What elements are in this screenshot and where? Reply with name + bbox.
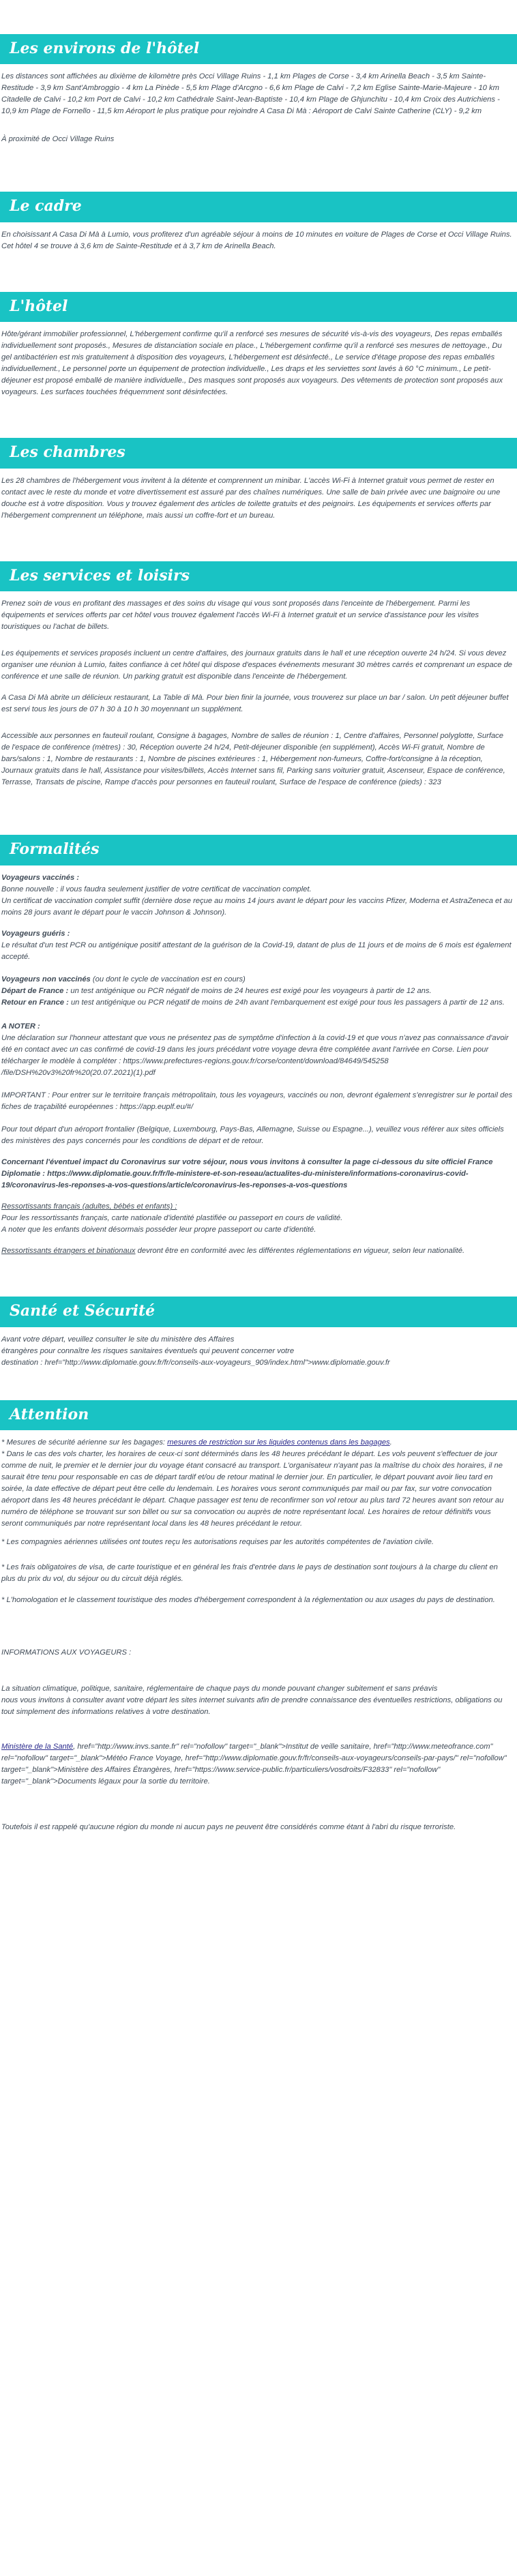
attention-terrorisme: Toutefois il est rappelé qu'aucune région du monde ni aucun pays ne peuvent être considérés comme étant à l'abri du risque terroriste. <box>1 1823 456 1832</box>
attention-info-l2: nous vous invitons à consulter avant votre départ les sites internet suivants afin de prendre connaissance des éventuelles restrictions, obligations ou tout simplement des informations relatives à votre destination. <box>1 1696 503 1717</box>
section-chambres <box>0 469 517 537</box>
depart-text: un test antigénique ou PCR négatif de moins de 24 heures est exigé pour les voyageurs à partir de 12 ans. <box>68 986 432 995</box>
formalites-anoter-heading <box>1 1021 513 1033</box>
services-p2: Les équipements et services proposés incluent un centre d'affaires, des journaux gratuits dans le hall et une réception ouverte 24 h/24. Si vous devez organiser une réunion à Lumio, faites confiance à cet hôtel qui dispose d'espaces événements mesurant 30 mètres carrés et comprenant un espace de conférence et une salle de réunion. Un parking gratuit est disponible dans l'enceinte de l'hébergement. <box>1 649 513 681</box>
chambres-text: Les 28 chambres de l'hébergement vous invitent à la détente et comprennent un minibar. L'accès Wi-Fi à Internet gratuit vous permet de rester en contact avec le reste du monde et votre divertissement est assuré par des chaînes numériques. Une salle de bain privée avec une baignoire ou une douche est à votre disposition. Vous y trouvez également des articles de toilette gratuits et des peignoirs. Les équipements et services offerts par l'hébergement comprennent un téléphone, mais aussi un coffre-fort et un bureau. <box>1 476 501 520</box>
section-cadre <box>0 222 517 267</box>
environs-proximite: À proximité de Occi Village Ruins <box>1 135 115 144</box>
attention-liens <box>1 1741 513 1788</box>
formalites-resfr-heading <box>1 1201 513 1213</box>
section-title-services: Les services et loisirs <box>0 561 517 591</box>
section-services <box>0 591 517 803</box>
formalites-important: IMPORTANT : Pour entrer sur le territoire français métropolitain, tous les voyageurs, vaccinés ou non, devront également s'enregistrer sur le portail des fiches de traçabilité européennes : https://app.euplf.eu/#/ <box>1 1091 513 1112</box>
sante-l2: étrangères pour connaître les risques sanitaires éventuels qui peuvent concerner votre <box>1 1346 295 1355</box>
bagages-end: . <box>389 1438 392 1447</box>
sante-l3: destination : href="http://www.diplomatie.gouv.fr/fr/conseils-aux-voyageurs_909/index.html">www.diplomatie.gouv.fr <box>1 1358 390 1367</box>
retour-text: un test antigénique ou PCR négatif de moins de 24h avant l'embarquement est exigé pour tous les passagers à partir de 12 ans. <box>68 998 505 1007</box>
services-p3: A Casa Di Mà abrite un délicieux restaurant, La Table di Mà. Pour bien finir la journée, vous trouverez sur place un bar / salon. Un petit déjeuner buffet est servi tous les jours de 07 h 30 à 10 h 30 moyennant un supplément. <box>1 694 509 714</box>
formalites-depart <box>1 986 513 997</box>
attention-info-l1: La situation climatique, politique, sanitaire, réglementaire de chaque pays du monde pouvant changer subitement et sans préavis <box>1 1685 438 1693</box>
formalites-resfr-l1: Pour les ressortissants français, carte nationale d'identité plastifiée ou passeport en cours de validité. <box>1 1214 343 1223</box>
attention-homologation: * L'homologation et le classement touristique des modes d'hébergement correspondent à la réglementation ou aux usages du pays de destination. <box>1 1596 495 1605</box>
section-title-sante: Santé et Sécurité <box>0 1297 517 1327</box>
formalites-vaccines-l1: Bonne nouvelle : il vous faudra seulement justifier de votre certificat de vaccination complet. <box>1 885 312 893</box>
formalites-vaccines-l2: Un certificat de vaccination complet suffit (dernière dose reçue au moins 14 jours avant le départ pour les vaccins Pfizer, Moderna et AstraZeneca et au moins 28 jours avant le départ pour le vaccin Johnson & Johnson). <box>1 896 512 917</box>
services-p1: Prenez soin de vous en profitant des massages et des soins du visage qui vous sont proposés dans l'enceinte de l'hébergement. Parmi les équipements et services offerts par cet hôtel vous trouvez également l'accès Wi-Fi à Internet gratuit et un service d'assistance pour les visites touristiques ou l'achat de billets. <box>1 599 479 632</box>
bagages-text: * Mesures de sécurité aérienne sur les bagages: <box>1 1438 168 1447</box>
formalites-concernant: Concernant l'éventuel impact du Coronavirus sur votre séjour, nous vous invitons à consulter la page ci-dessous du site officiel France Diplomatie : https://www.diplomatie.gouv.fr/fr/le-ministere-et-son-reseau/actualites-du-ministere/informations-coronavirus-covid-19/coronavirus-les-reponses-a-vos-questions/article/coronavirus-les-reponses-a-vos-questions <box>1 1158 493 1190</box>
attention-charter: * Dans le cas des vols charter, les horaires de ceux-ci sont déterminés dans les 48 heures précédant le départ. Les vols peuvent s'effectuer de jour comme de nuit, le premier et le dernier jour du voyage étant consacré au transport. L'organisateur n'ayant pas la maîtrise du choix des horaires, il ne saurait être tenu pour responsable en cas de départ tardif et/ou de retour matinal le dernier jour. En particulier, le départ pouvant avoir lieu tard en soirée, la date effective de départ peut être celle du lendemain. Les horaires vous seront communiqués par mail ou par fax, sur votre convocation aéroport dans les 48 heures précédant le départ. Chaque passager est tenu de reconfirmer son vol retour au plus tard 72 heures avant son retour au numéro de téléphone se trouvant sur son billet ou sur sa convocation ou auprès de notre représentant local. Les horaires de retour définitifs vous seront communiqués par notre représentant local dans les 48 heures précédant le retour. <box>1 1450 504 1528</box>
liens-text: , href="http://www.invs.sante.fr" rel="nofollow" target="_blank">Institut de veille sanitaire, href="http://www.meteofrance.com" rel="nofollow" target="_blank">Météo France Voyage, href="http://www.diplomatie.gouv.fr/fr/conseils-aux-voyageurs/conseils-par-pays/" rel="nofollow" target="_blank">Ministère des Affaires Étrangères, href="https://www.service-public.fr/particuliers/vosdroits/F32833" rel="nofollow" target="_blank">Documents légaux pour la sortie du territoire. <box>1 1743 507 1786</box>
environs-distances: Les distances sont affichées au dixième de kilomètre près Occi Village Ruins - 1,1 km Plages de Corse - 3,4 km Arinella Beach - 3,5 km Sainte-Restitude - 3,9 km Sant'Ambroggio - 4 km La Pinède - 5,5 km Plage d'Arcgno - 6,6 km Plage de Calvi - 7,2 km Eglise Sainte-Marie-Majeure - 10 km Citadelle de Calvi - 10,2 km Port de Calvi - 10,2 km Cathédrale Saint-Jean-Baptiste - 10,4 km Plage de Ghjunchitu - 10,4 km Croix des Autrichiens - 10,9 km Plage de Fornello - 11,5 km Aéroport le plus pratique pour rejoindre A Casa Di Mà : Aéroport de Calvi Sainte Catherine (CLY) - 9,2 km <box>1 72 500 116</box>
resetr-heading-text: Ressortissants étrangers et binationaux <box>1 1247 136 1256</box>
anoter-heading-text: A NOTER : <box>1 1022 40 1031</box>
gueris-heading-text: Voyageurs guéris : <box>1 929 70 938</box>
section-title-hotel: L'hôtel <box>0 292 517 322</box>
formalites-gueris-text: Le résultat d'un test PCR ou antigénique positif attestant de la guérison de la Covid-19, datant de plus de 11 jours et de moins de 6 mois est également accepté. <box>1 941 512 961</box>
section-title-cadre: Le cadre <box>0 192 517 222</box>
attention-compagnies: * Les compagnies aériennes utilisées ont toutes reçu les autorisations requises par les autorités compétentes de l'aviation civile. <box>1 1538 434 1547</box>
section-attention <box>0 1430 517 1848</box>
ministere-sante-link[interactable]: Ministère de la Santé <box>1 1743 74 1751</box>
attention-info-heading: INFORMATIONS AUX VOYAGEURS : <box>1 1648 132 1657</box>
section-hotel <box>0 322 517 413</box>
resetr-text: devront être en conformité avec les différentes réglementations en vigueur, selon leur nationalité. <box>135 1247 465 1256</box>
nonvacc-heading-text: Voyageurs non vaccinés <box>1 975 91 983</box>
section-title-formalites: Formalités <box>0 835 517 865</box>
sante-l1: Avant votre départ, veuillez consulter le site du ministère des Affaires <box>1 1335 235 1344</box>
section-title-environs: Les environs de l'hôtel <box>0 34 517 64</box>
cadre-text: En choisissant A Casa Di Mà à Lumio, vous profiterez d'un agréable séjour à moins de 10 minutes en voiture de Plages de Corse et Occi Village Ruins. Cet hôtel 4 se trouve à 3,6 km de Sainte-Restitude et à 3,7 km de Arinella Beach. <box>1 230 512 250</box>
retour-heading-text: Retour en France : <box>1 998 69 1007</box>
top-gap <box>0 0 517 34</box>
hotel-text: Hôte/gérant immobilier professionnel, L'hébergement confirme qu'il a renforcé ses mesures de sécurité vis-à-vis des voyageurs, Des repas emballés individuellement sont proposés., Mesures de distanciation sociale en place., L'hébergement confirme qu'il a renforcé ses mesures de nettoyage., Du gel antibactérien est mis gratuitement à disposition des voyageurs, L'hébergement est désinfecté., Le service d'étage propose des repas emballés individuellement., Le personnel porte un équipement de protection individuelle., Les draps et les serviettes sont lavés à 60 °C minimum., Le petit-déjeuner est proposé emballé de manière individuelle., Des masques sont proposés aux voyageurs. Des vêtements de protection sont proposés aux voyageurs. Les surfaces touchées fréquemment sont désinfectées. <box>1 330 503 397</box>
attention-frais: * Les frais obligatoires de visa, de carte touristique et en général les frais d'entrée dans le pays de destination sont toujours à la charge du client en plus du prix du vol, du séjour ou du circuit déjà réglés. <box>1 1563 498 1584</box>
formalites-resfr-l2: A noter que les enfants doivent désormais posséder leur propre passeport ou carte d'identité. <box>1 1226 316 1234</box>
formalites-resetr <box>1 1245 513 1257</box>
section-formalites <box>0 865 517 1272</box>
section-sante <box>0 1327 517 1384</box>
restriction-liquides-link[interactable]: mesures de restriction sur les liquides contenus dans les bagages <box>167 1438 390 1447</box>
attention-bagages <box>1 1437 513 1449</box>
section-title-attention: Attention <box>0 1400 517 1430</box>
formalites-vaccines-heading <box>1 872 513 884</box>
formalites-depart-aeroport: Pour tout départ d'un aéroport frontalier (Belgique, Luxembourg, Pays-Bas, Allemagne, Suisse ou Espagne...), veuillez vous référer aux sites officiels des ministères des pays concernés pour les conditions de départ et de retour. <box>1 1125 504 1146</box>
section-title-chambres: Les chambres <box>0 438 517 468</box>
resfr-heading-text: Ressortissants français (adultes, bébés et enfants) : <box>1 1202 177 1211</box>
formalites-anoter-text: Une déclaration sur l'honneur attestant que vous ne présentez pas de symptôme d'infection à la covid-19 et que vous n'avez pas connaissance d'avoir été en contact avec un cas confirmé de covid-19 dans les jours précédant votre voyage devra être complétée avant l'arrivée en Corse. Lien pour télécharger le modèle à compléter : https://www.prefectures-regions.gouv.fr/corse/content/download/84649/545258 /file/DSH%20v3%20fr%20(20.07.2021)(1).pdf <box>1 1033 509 1078</box>
formalites-retour <box>1 997 513 1009</box>
formalites-nonvacc <box>1 974 513 986</box>
formalites-gueris-heading <box>1 928 513 940</box>
depart-heading-text: Départ de France : <box>1 986 69 995</box>
services-p4: Accessible aux personnes en fauteuil roulant, Consigne à bagages, Nombre de salles de réunion : 1, Centre d'affaires, Personnel polyglotte, Surface de l'espace de conférence (mètres) : 30, Réception ouverte 24 h/24, Petit-déjeuner disponible (en supplément), Accès Wi-Fi gratuit, Nombre de bars/salons : 1, Nombre de restaurants : 1, Nombre de piscines extérieures : 1, Hébergement non-fumeurs, Coffre-fort/consigne à la réception, Journaux gratuits dans le hall, Assistance pour visites/billets, Accès Internet sans fil, Parking sans voiturier gratuit, Ascenseur, Espace de conférence, Terrasse, Transats de piscine, Rampe d'accès pour personnes en fauteuil roulant, Surface de l'espace de conférence (pieds) : 323 <box>1 732 505 787</box>
nonvacc-note: (ou dont le cycle de vaccination est en cours) <box>90 975 246 983</box>
section-environs <box>0 64 517 160</box>
vaccines-heading-text: Voyageurs vaccinés : <box>1 873 80 882</box>
